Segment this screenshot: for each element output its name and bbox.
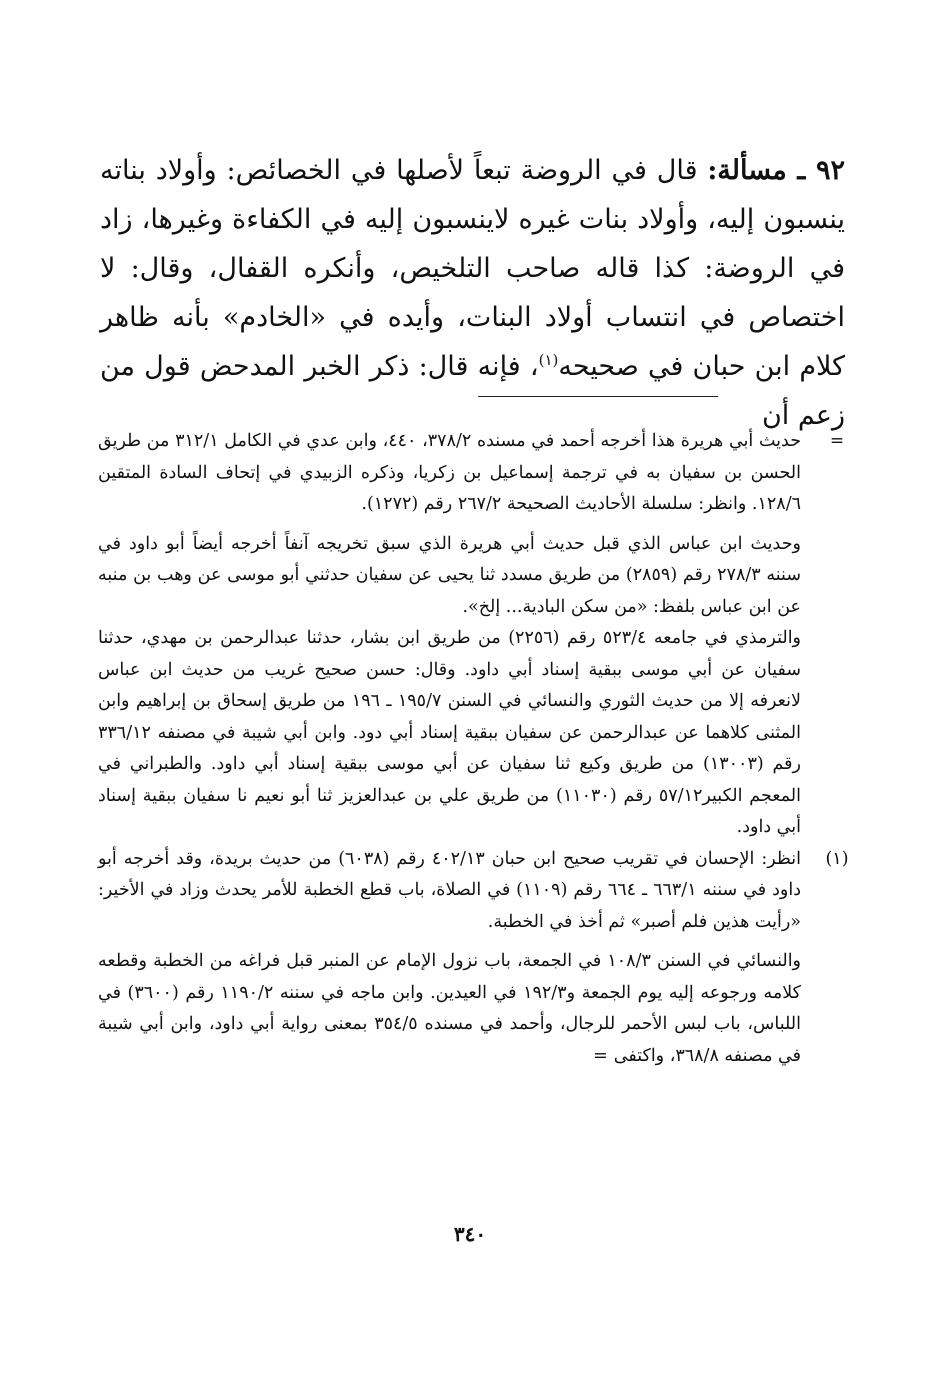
footnote-paragraph: حديث أبي هريرة هذا أخرجه أحمد في مسنده ٣٧٨/٢، ٤٤٠، وابن عدي في الكامل ٣١٢/١ من طريق الحسن بن سفيان به في ترجمة إسماعيل بن زكريا، وذكره الزبيدي في إتحاف السادة المتقين ١٢٨/٦. وانظر: سلسلة الأحاديث الصحيحة ٢٦٧/٢ رقم (١٢٧٢). <box>98 431 802 514</box>
footnote-continuation <box>98 426 858 844</box>
end-continuation-marker: = <box>593 1045 608 1066</box>
footnote-paragraph <box>98 946 801 1072</box>
footnote-paragraph: وحديث ابن عباس الذي قبل حديث أبي هريرة الذي سبق تخريجه آنفاً أخرجه أيضاً أبو داود في سننه ٢٧٨/٣ رقم (٢٨٥٩) من طريق مسدد ثنا يحيى عن سفيان حدثني أبو موسى عن وهب بن منبه عن ابن عباس بلفظ: «من سكن البادية... إلخ». <box>98 533 802 617</box>
footnote-paragraph: والترمذي في جامعه ٥٢٣/٤ رقم (٢٢٥٦) من طريق ابن بشار، حدثنا عبدالرحمن بن مهدي، حدثنا سفيان عن أبي موسى ببقية إسناد أبي داود. وقال: حسن صحيح غريب من حديث ابن عباس لانعرفه إلا من حديث الثوري والنسائي في السنن ١٩٥/٧ ـ ١٩٦ من طريق إسحاق بن إبراهيم وابن المثنى كلاهما عن عبدالرحمن عن سفيان ببقية إسناد أبي دود. وابن أبي شيبة في مصنفه ٣٣٦/١٢ رقم (١٣٠٠٣) من طريق وكيع ثنا سفيان عن أبي موسى ببقية إسناد أبي داود. والطبراني في المعجم الكبير٥٧/١٢ رقم (١١٠٣٠) من طريق علي بن عبدالعزيز ثنا أبو نعيم نا سفيان ببقية إسناد أبي داود. <box>98 628 802 837</box>
footnote-reference: (١) <box>538 351 559 369</box>
footnote-number: (١) <box>825 848 849 869</box>
footnote-text: والنسائي في السنن ١٠٨/٣ في الجمعة، باب نزول الإمام عن المنبر قبل فراغه من الخطبة وقطعه كلامه ورجوعه إليه يوم الجمعة و١٩٢/٣ في العيدين. وابن ماجه في سننه ١١٩٠/٢ رقم (٣٦٠٠) في اللباس، باب لبس الأحمر للرجال، وأحمد في مسنده ٣٥٤/٥ بمعنى رواية أبي داود، وابن أبي شيبة في مصنفه ٣٦٨/٨، واكتفى <box>98 951 802 1066</box>
main-body-text: قال في الروضة تبعاً لأصلها في الخصائص: وأولاد بناته ينسبون إليه، وأولاد بنات غيره لاينسبون إليه في الكفاءة وغيرها، زاد في الروضة: كذا قاله صاحب التلخيص، وأنكره القفال، وقال: لا اختصاص في انتساب أولاد البنات، وأيده في «الخادم» بأنه ظاهر كلام ابن حبان في صحيحه <box>100 155 845 382</box>
main-paragraph <box>100 146 845 440</box>
footnote-paragraph: انظر: الإحسان في تقريب صحيح ابن حبان ٤٠٢/١٣ رقم (٦٠٣٨) من حديث بريدة، وقد أخرجه أبو داود في سننه ٦٦٣/١ ـ ٦٦٤ رقم (١١٠٩) في الصلاة، باب قطع الخطبة للأمر يحدث وزاد في الأخير: «رأيت هذين فلم أصبر» ثم أخذ في الخطبة. <box>98 848 801 932</box>
continuation-marker: = <box>829 431 845 451</box>
page-number: ٣٤٠ <box>453 1222 487 1246</box>
footnote-1 <box>98 844 858 1073</box>
main-body-text-end: ، فإنه قال: ذكر الخبر المدحض قول من زعم أن <box>100 351 845 431</box>
footnote-separator-rule <box>478 396 718 397</box>
issue-heading: ٩٢ ـ مسألة: <box>707 155 845 186</box>
footnotes-section <box>98 426 858 1072</box>
